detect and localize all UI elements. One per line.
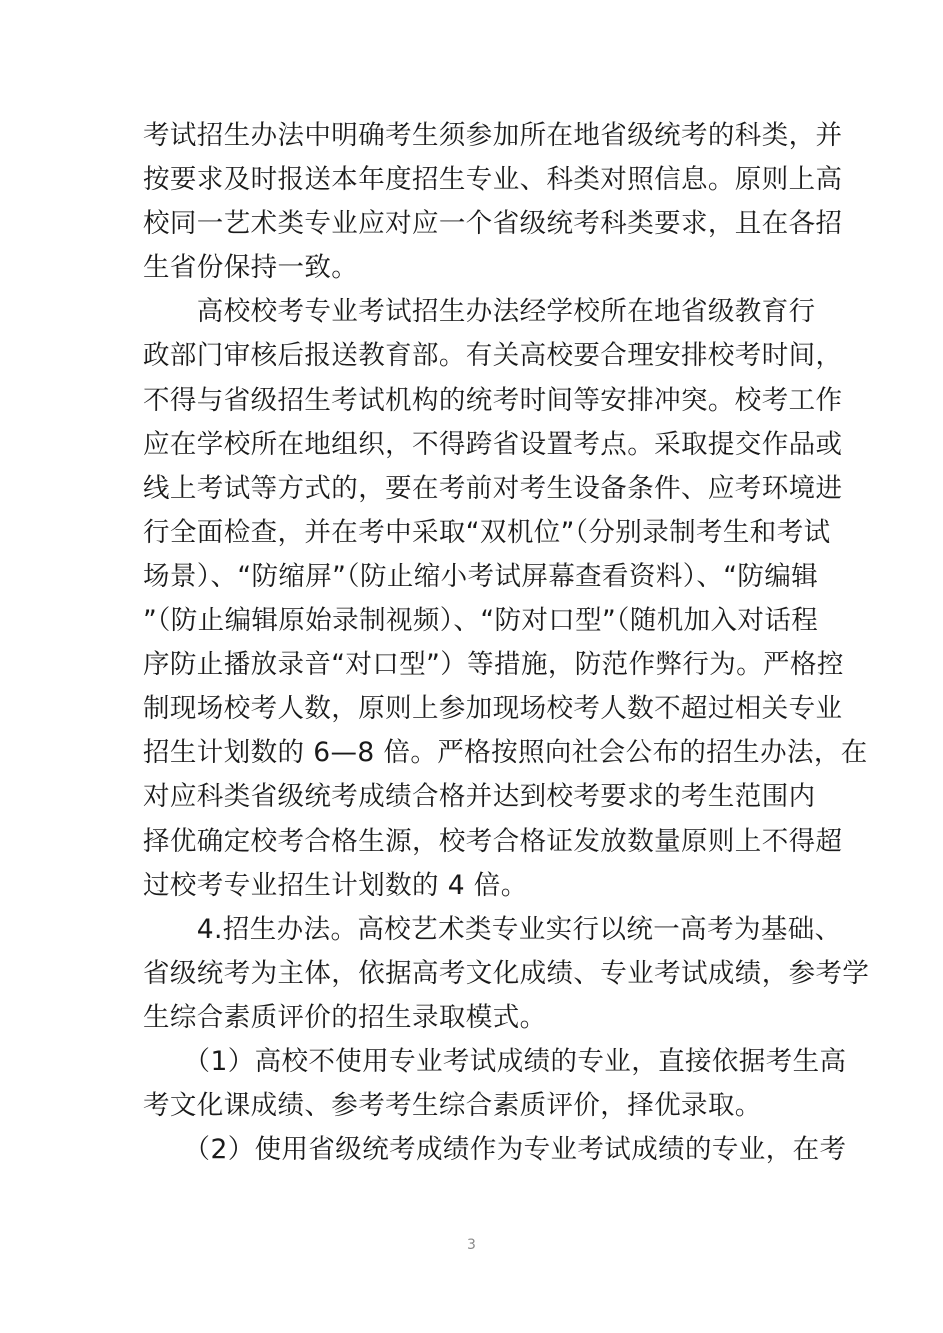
- text-line: 择优确定校考合格生源，校考合格证发放数量原则上不得超: [143, 825, 843, 857]
- text-line: 4.招生办法。高校艺术类专业实行以统一高考为基础、: [143, 913, 842, 945]
- text-line: 行全面检查，并在考中采取“双机位”（分别录制考生和考试: [143, 516, 831, 548]
- text-line: 对应科类省级统考成绩合格并达到校考要求的考生范围内: [143, 781, 816, 813]
- text-line: 生省份保持一致。: [143, 252, 359, 284]
- text-line: 过校考专业招生计划数的 4 倍。: [143, 869, 528, 901]
- text-line: 政部门审核后报送教育部。有关高校要合理安排校考时间，: [143, 340, 843, 372]
- text-line: 序防止播放录音“对口型”）等措施，防范作弊行为。严格控: [143, 649, 844, 681]
- text-line: 线上考试等方式的，要在考前对考生设备条件、应考环境进: [143, 472, 843, 504]
- text-line: 生综合素质评价的招生录取模式。: [143, 1001, 547, 1033]
- text-line: 考试招生办法中明确考生须参加所在地省级统考的科类，并: [143, 120, 843, 151]
- text-line: 按要求及时报送本年度招生专业、科类对照信息。原则上高: [143, 164, 843, 196]
- page-number: 3: [467, 1237, 476, 1253]
- text-line: 招生计划数的 6—8 倍。严格按照向社会公布的招生办法，在: [143, 737, 868, 769]
- text-line: （1）高校不使用专业考试成绩的专业，直接依据考生高: [143, 1045, 847, 1077]
- text-line: 应在学校所在地组织，不得跨省设置考点。采取提交作品或: [143, 428, 843, 460]
- text-line: （2）使用省级统考成绩作为专业考试成绩的专业，在考: [143, 1134, 847, 1166]
- text-line: 场景）、“防缩屏”（防止缩小考试屏幕查看资料）、“防编辑: [143, 560, 819, 592]
- text-line: 制现场校考人数，原则上参加现场校考人数不超过相关专业: [143, 693, 843, 725]
- text-line: ”（防止编辑原始录制视频）、“防对口型”（随机加入对话程: [143, 605, 819, 637]
- text-line: 校同一艺术类专业应对应一个省级统考科类要求，且在各招: [143, 208, 843, 240]
- body-text: [143, 114, 870, 1172]
- text-line: 高校校考专业考试招生办法经学校所在地省级教育行: [143, 296, 816, 328]
- text-line: 不得与省级招生考试机构的统考时间等安排冲突。校考工作: [143, 384, 843, 416]
- text-line: 考文化课成绩、参考考生综合素质评价，择优录取。: [143, 1090, 762, 1122]
- text-line: 省级统考为主体，依据高考文化成绩、专业考试成绩，参考学: [143, 957, 870, 989]
